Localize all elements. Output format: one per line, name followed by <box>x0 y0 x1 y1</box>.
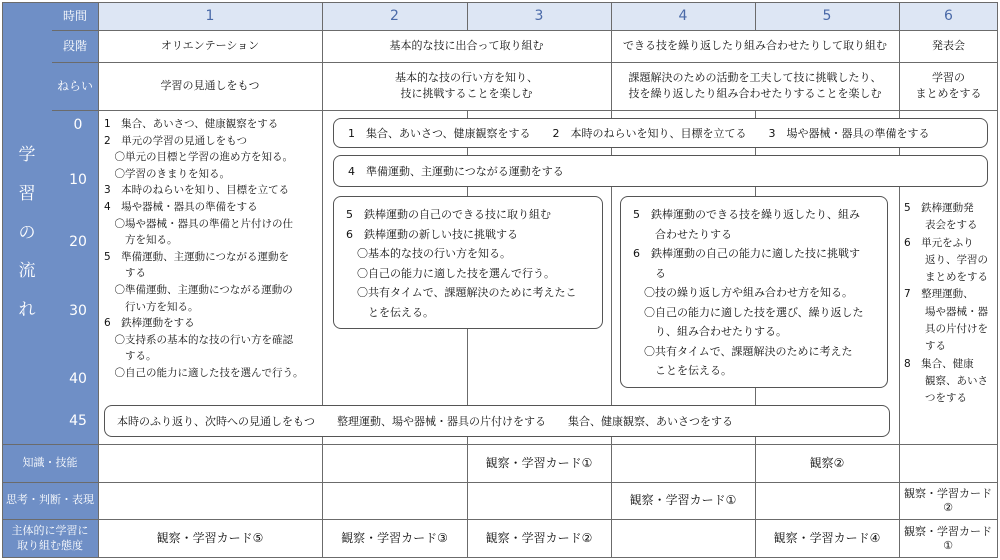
grid-line <box>52 62 998 63</box>
tick-0: 0 <box>73 117 83 133</box>
hour-4: 4 <box>678 8 688 24</box>
learning-flow-label <box>2 140 52 320</box>
flow-char: 学 <box>18 145 36 165</box>
tick-column <box>52 110 98 444</box>
warmup-box <box>333 155 988 187</box>
aim-label: ねらい <box>56 78 93 93</box>
stage-orientation: オリエンテーション <box>160 38 260 52</box>
hour-6: 6 <box>944 8 953 24</box>
knowledge-skills-label: 知識・技能 <box>22 455 78 469</box>
aim-advanced: 課題解決のための活動を工夫して技に挑戦したり、 技を繰り返したり組み合わせたりすることを楽しむ <box>628 70 882 100</box>
attitude-hour6: 観察・学習カード ① <box>904 525 992 552</box>
grid-line <box>322 2 323 558</box>
flow-char: 習 <box>18 183 36 204</box>
grid-line <box>52 30 998 31</box>
attitude-hour2: 観察・学習カード③ <box>341 531 448 546</box>
grid-line <box>755 2 756 30</box>
aim-basic: 基本的な技の行い方を知り、 技に挑戦することを楽しむ <box>395 70 538 100</box>
grid-line <box>611 2 612 558</box>
aim-orientation: 学習の見通しをもつ <box>160 78 260 92</box>
hour-3: 3 <box>534 8 544 24</box>
warmup-text: 4 準備運動、主運動につながる運動をする <box>348 165 564 178</box>
attitude-hour1: 観察・学習カード⑤ <box>156 531 264 546</box>
flow-char: の <box>18 222 36 243</box>
common-opening-box <box>333 118 988 148</box>
hour1-flow: 1 集合、あいさつ、健康観察をする 2 単元の学習の見通しをもつ 〇単元の目標と学習の進め方を知る。 〇学習のきまりを知る。 3 本時のねらいを知り、目標を立てる 4 場や器械・器具の準備をする 〇場や器械・器具の準備と片付けの仕 方を知る。 5 準備運動、主運動につながる運動を する 〇準備運動、主運動につながる運動の 行い方を知る。 6 鉄棒運動をする 〇支持系の基本的な技の行い方を確認 する。 〇自己の能力に適した技を選んで行う。 <box>104 118 304 379</box>
closing-text: 本時のふり返り、次時への見通しをもつ 整理運動、場や器械・器具の片付けをする 集合、健康観察、あいさつをする <box>117 415 733 428</box>
aim-presentation: 学習の まとめをする <box>915 70 982 100</box>
advanced-skills-box: 5 鉄棒運動のできる技を繰り返したり、組み 合わせたりする 6 鉄棒運動の自己の能力に適した技に挑戦す る 〇技の繰り返し方や組み合わせ方を知る。 〇自己の能力に適した技を選び、繰り返した り、組み合わせたりする。 〇共有タイムで、課題解決のために考えた ことを伝える。 <box>620 196 888 388</box>
grid-line <box>2 482 998 483</box>
tick-20: 20 <box>69 234 87 250</box>
stage-basic: 基本的な技に出合って取り組む <box>389 38 544 52</box>
stage-presentation: 発表会 <box>932 38 965 52</box>
basic-skills-box: 5 鉄棒運動の自己のできる技に取り組む 6 鉄棒運動の新しい技に挑戦する 〇基本的な技の行い方を知る。 〇自己の能力に適した技を選んで行う。 〇共有タイムで、課題解決のために考えたこ とを伝える。 <box>333 196 603 329</box>
attitude-hour3: 観察・学習カード② <box>485 531 593 546</box>
grid-line <box>2 2 998 3</box>
common-opening-text: 1 集合、あいさつ、健康観察をする 2 本時のねらいを知り、目標を立てる 3 場や器械・器具の準備をする <box>348 127 930 140</box>
grid-line <box>899 2 900 558</box>
grid-line <box>997 2 998 558</box>
tick-40: 40 <box>69 371 87 387</box>
thinking-hour6: 観察・学習カード ② <box>904 487 992 514</box>
hour-5: 5 <box>822 8 832 24</box>
hour-2: 2 <box>390 8 399 24</box>
grid-line <box>467 2 468 30</box>
closing-box <box>104 405 890 437</box>
knowledge-hour5: 観察② <box>809 455 845 470</box>
stage-label: 段階 <box>62 38 87 53</box>
attitude-label: 主体的に学習に 取り組む態度 <box>11 523 89 552</box>
tick-45: 45 <box>69 413 87 429</box>
tick-30: 30 <box>69 303 87 319</box>
time-label: 時間 <box>62 8 87 23</box>
attitude-hour5: 観察・学習カード④ <box>773 531 881 546</box>
thinking-hour4: 観察・学習カード① <box>629 493 737 508</box>
hour6-flow: 5 鉄棒運動発 表会をする 6 単元をふり 返り、学習の まとめをする 7 整理運動、 場や器械・器 具の片付けを する 8 集合、健康 観察、あいさ つをする <box>904 202 988 405</box>
thinking-judgment-label: 思考・判断・表現 <box>6 493 94 507</box>
grid-line <box>98 2 99 558</box>
knowledge-hour3: 観察・学習カード① <box>485 455 593 470</box>
grid-line <box>52 110 998 111</box>
flow-char: れ <box>18 300 36 320</box>
tick-10: 10 <box>69 172 87 188</box>
hour-1: 1 <box>205 8 215 24</box>
flow-char: 流 <box>18 261 36 282</box>
stage-advanced: できる技を繰り返したり組み合わせたりして取り組む <box>623 38 887 52</box>
